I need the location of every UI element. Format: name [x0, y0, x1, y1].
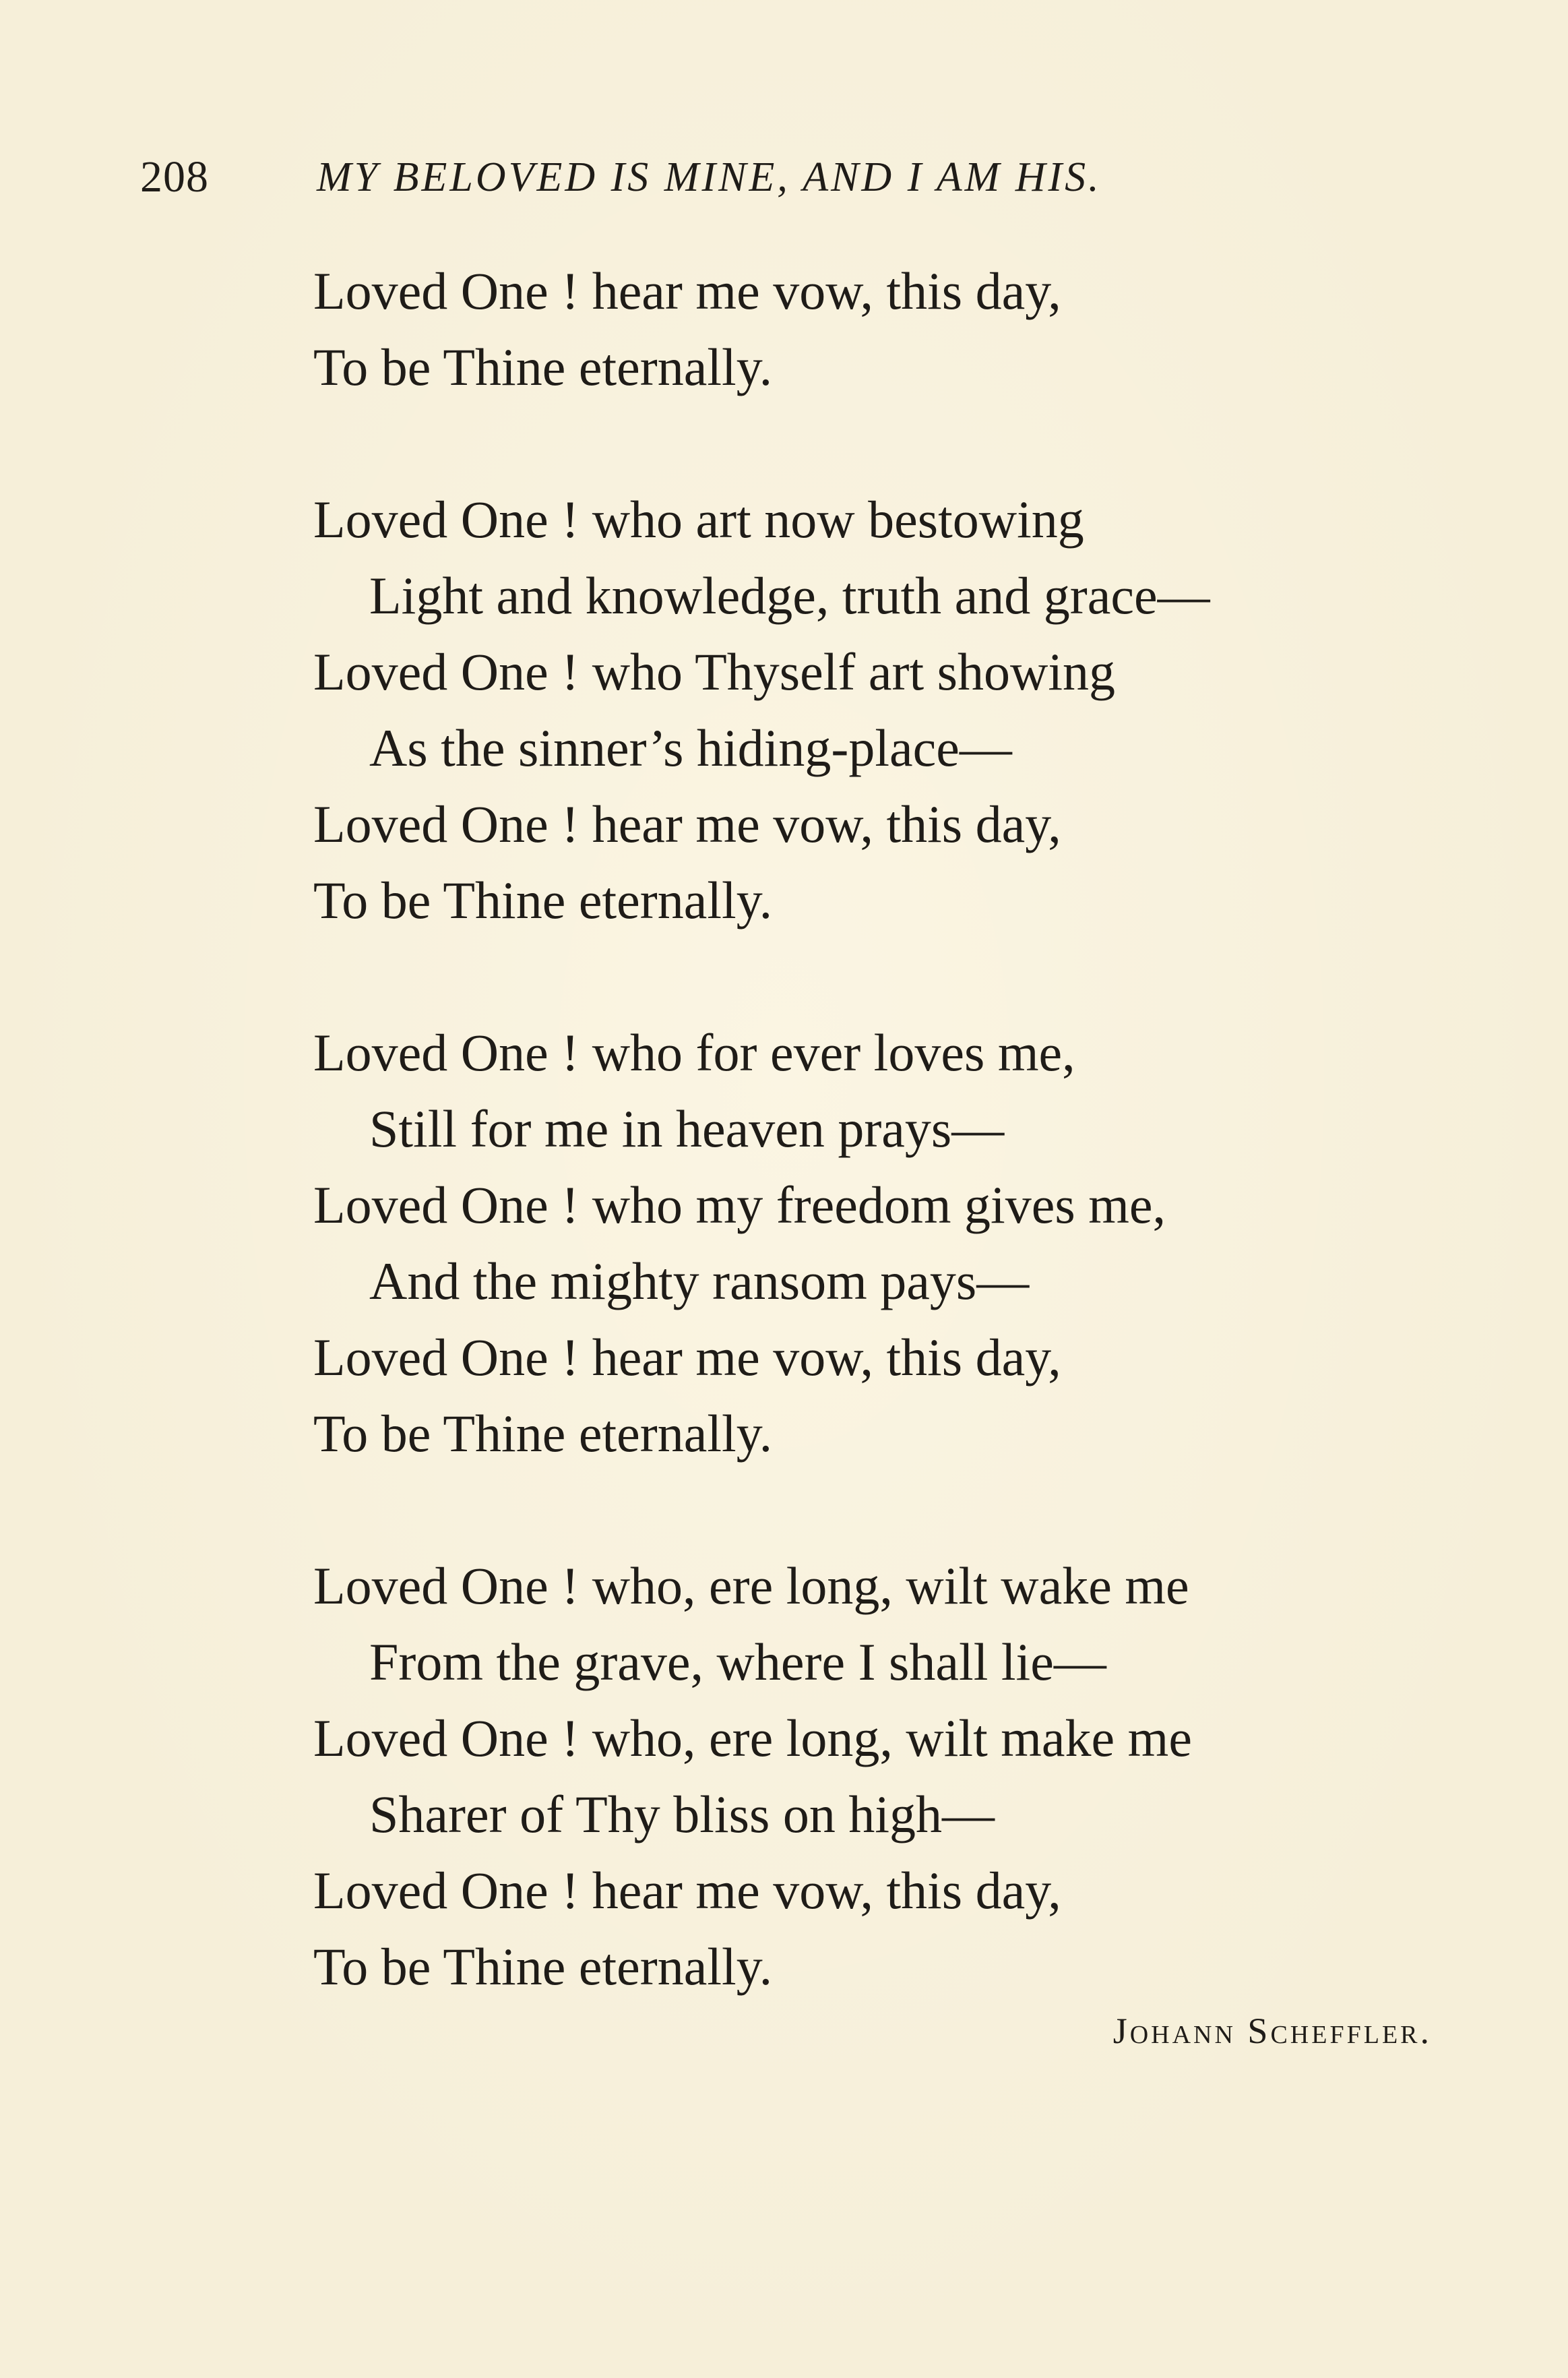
stanza [313, 1548, 1459, 2005]
poem-line: Still for me in heaven prays— [369, 1099, 1005, 1158]
poem-line: Loved One ! hear me vow, this day, [313, 262, 1061, 320]
poem-line: Loved One ! hear me vow, this day, [313, 1861, 1061, 1920]
poem-line: Loved One ! who my freedom gives me, [313, 1176, 1166, 1234]
poem-line: Loved One ! who, ere long, wilt make me [313, 1709, 1192, 1767]
stanza-break [313, 405, 1459, 481]
poem-line: Loved One ! who for ever loves me, [313, 1023, 1075, 1082]
poem-line: As the sinner’s hiding-place— [369, 719, 1012, 777]
poem-line: From the grave, where I shall lie— [369, 1633, 1106, 1691]
poem-line: Loved One ! hear me vow, this day, [313, 795, 1061, 853]
poem-line: To be Thine eternally. [313, 871, 773, 929]
page-header [140, 147, 1353, 208]
stanza-break [313, 938, 1459, 1014]
poem-line: And the mighty ransom pays— [369, 1252, 1030, 1310]
poem-line: Loved One ! who art now bestowing [313, 490, 1084, 549]
page-number: 208 [140, 152, 209, 202]
stanza [313, 1014, 1459, 1471]
poem-line: Loved One ! hear me vow, this day, [313, 1328, 1061, 1386]
stanza [313, 253, 1459, 405]
poem-line: Sharer of Thy bliss on high— [369, 1785, 995, 1843]
poem-line: Light and knowledge, truth and grace— [369, 566, 1210, 625]
author-attribution: Johann Scheffler. [1112, 2011, 1432, 2051]
running-title: MY BELOVED IS MINE, AND I AM HIS. [317, 154, 1102, 200]
stanza-break [313, 1471, 1459, 1548]
poem-body [313, 253, 1459, 2005]
poem-line: To be Thine eternally. [313, 1937, 773, 1996]
stanza [313, 481, 1459, 938]
poem-line: To be Thine eternally. [313, 338, 773, 396]
poem-line: Loved One ! who, ere long, wilt wake me [313, 1556, 1189, 1615]
poem-line: Loved One ! who Thyself art showing [313, 642, 1115, 701]
poem-line: To be Thine eternally. [313, 1404, 773, 1463]
